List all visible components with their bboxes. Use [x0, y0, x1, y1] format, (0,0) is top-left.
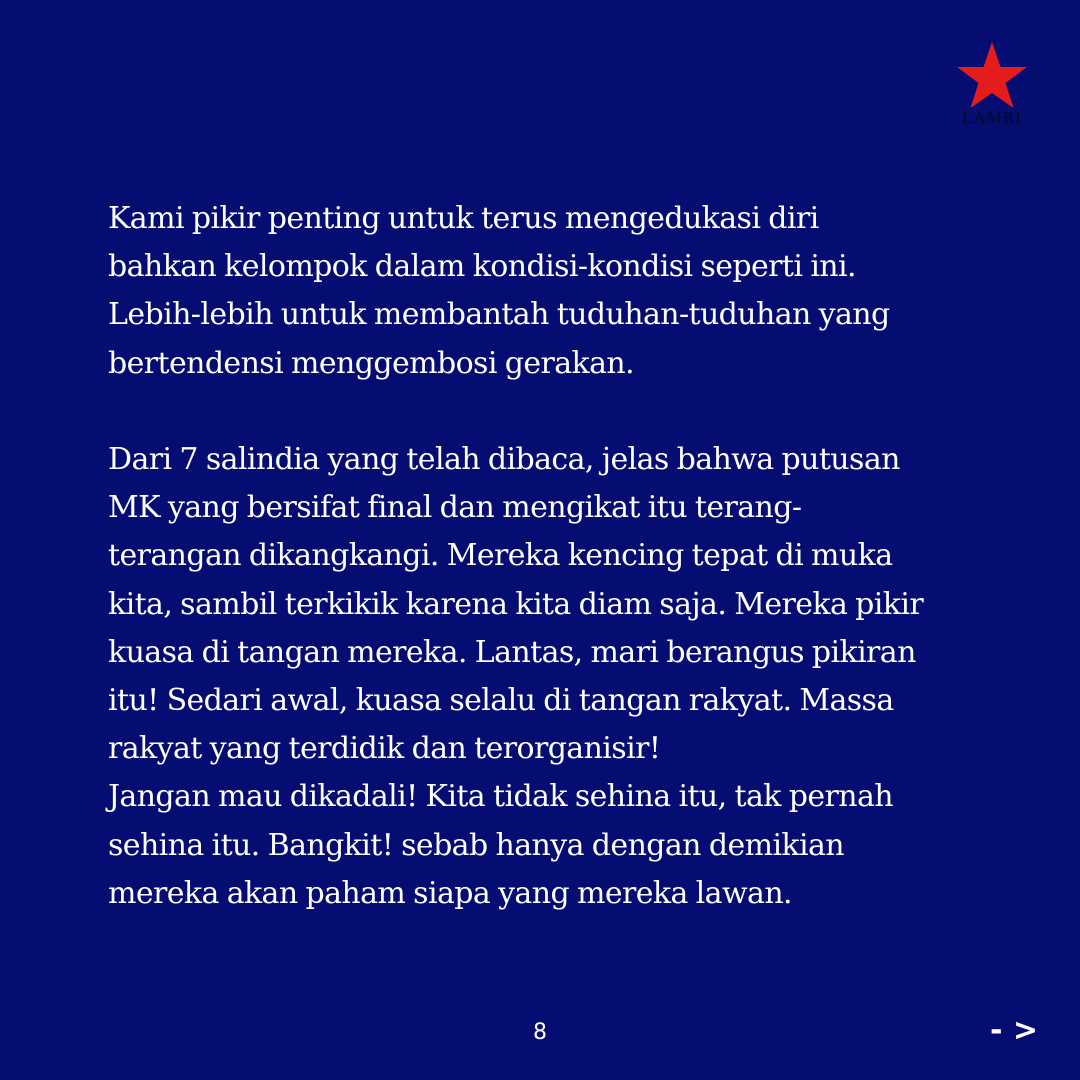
logo	[942, 28, 1042, 132]
text-line: kuasa di tangan mereka. Lantas, mari berangus pikiran	[108, 634, 916, 670]
logo-text: LAMRI	[962, 108, 1022, 127]
text-line: sehina itu. Bangkit! sebab hanya dengan demikian	[108, 827, 845, 863]
paragraph-gap	[108, 388, 968, 436]
text-line: Lebih-lebih untuk membantah tuduhan-tuduhan yang	[108, 297, 890, 333]
body-text	[108, 195, 968, 918]
text-line: bahkan kelompok dalam kondisi-kondisi seperti ini.	[108, 249, 856, 285]
text-line: Jangan mau dikadali! Kita tidak sehina itu, tak pernah	[108, 779, 893, 815]
text-line: Dari 7 salindia yang telah dibaca, jelas bahwa putusan	[108, 442, 900, 477]
text-line: rakyat yang terdidik dan terorganisir!	[108, 731, 661, 767]
text-line: mereka akan paham siapa yang mereka lawan.	[108, 875, 792, 911]
page-number: 8	[533, 1020, 547, 1045]
text-line: MK yang bersifat final dan mengikat itu terang-	[108, 490, 802, 526]
text-line: Kami pikir penting untuk terus mengedukasi diri	[108, 201, 819, 236]
next-arrow-icon[interactable]: - >	[989, 1012, 1039, 1048]
text-line: itu! Sedari awal, kuasa selalu di tangan rakyat. Massa	[108, 683, 894, 719]
text-line: kita, sambil terkikik karena kita diam saja. Mereka pikir	[108, 586, 924, 622]
text-line: terangan dikangkangi. Mereka kencing tepat di muka	[108, 538, 893, 574]
text-line: bertendensi menggembosi gerakan.	[108, 345, 635, 381]
